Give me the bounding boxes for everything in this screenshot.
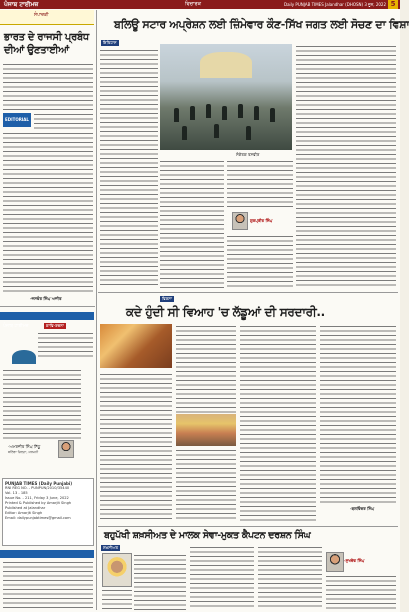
editorial-section-box (0, 10, 94, 25)
story1-col2 (160, 159, 224, 288)
imprint-line: Vol. 13 - 185 (5, 491, 28, 495)
header-dateline: Daily PUNJAB TIMES Jalandhar (DHOSN) 3 ਜੂਨ, 2022 (284, 2, 386, 7)
editorial-title-line2: ਦੀਆਂ ਉਣਤਾਈਆਂ (4, 45, 69, 56)
poem-logo (12, 350, 36, 364)
imprint-line: Printed & Published by Amarjit Singh (5, 501, 72, 505)
poem-author-photo (58, 440, 74, 458)
story2-divider (98, 526, 398, 527)
page-number: 5 (388, 0, 398, 9)
editorial-author: -ਜਸਵੰਤ ਸਿੰਘ ਅਜੀਤ (30, 296, 62, 301)
story3-photo (102, 553, 132, 587)
imprint-masthead: PUNJAB TIMES (Daily Punjabi) (5, 481, 73, 486)
story2-col2-top (176, 324, 236, 414)
story2-photo (100, 324, 172, 368)
story1-photo (160, 44, 292, 150)
story1-col3-top (227, 159, 293, 209)
poem-section-tag: ਕਾਵਿ-ਰਚਨਾ (46, 323, 64, 328)
story3-tag: ਸ਼ਖ਼ਸੀਅਤ (103, 545, 119, 550)
desk-header (0, 550, 94, 558)
story3-author: -ਸੁਖਦੇਵ ਸਿੰਘ (344, 558, 365, 563)
poem-lines-a (38, 331, 93, 357)
editorial-title-line1: ਭਾਰਤ ਦੇ ਰਾਜਸੀ ਪ੍ਰਬੰਧ (4, 32, 89, 43)
editorial-body-main (3, 131, 93, 293)
story3-col2 (190, 545, 254, 610)
header-section: ਵਿਚਾਰਕ (185, 1, 202, 7)
story3-author-photo (326, 552, 344, 572)
editorial-section-label: ਸੰਪਾਦਕੀ (34, 13, 49, 18)
header-masthead: ਪੰਜਾਬ ਟਾਈਮਜ਼ (4, 1, 39, 8)
editorial-divider (0, 306, 95, 307)
imprint-line: Issue No. - 211, Friday 3 June, 2022 (5, 496, 69, 500)
imprint-line: Email: dailypunjabtimes@gmail.com (5, 516, 71, 520)
story2-col2-bottom (176, 448, 236, 522)
imprint-box (2, 478, 94, 546)
story2-col3 (240, 324, 316, 522)
story1-author: ਗੁਰਪ੍ਰੀਤ ਸਿੰਘ (250, 218, 273, 223)
story1-col4 (296, 44, 396, 288)
desk-body (3, 560, 93, 610)
editorial-badge: EDITORIAL (3, 113, 31, 127)
editorial-body-top (3, 62, 93, 112)
story1-caption: ਸੰਕੇਤਕ ਤਸਵੀਰ (236, 152, 260, 157)
story2-author: -ਬਲਵਿੰਦਰ ਸਿੰਘ (350, 506, 375, 511)
story3-headline: ਬਹੁਪੱਖੀ ਸ਼ਖ਼ਸੀਅਤ ਦੇ ਮਾਲਕ ਸੇਵਾ-ਮੁਕਤ ਕੈਪਟਨ ਦਰਸ਼ਨ ਸਿੰਘ (104, 530, 311, 541)
story2-tag: ਵਿਰਸਾ (162, 296, 173, 301)
story1-divider (98, 292, 398, 293)
poem-lines-b (3, 368, 81, 440)
poem-author-note: ਬਠਿੰਡਾ ਜ਼ਿਲ੍ਹਾ, ਜਰਮਨੀ (8, 450, 39, 454)
story3-col1 (134, 553, 186, 610)
imprint-line: Editor: Amarjit Singh (5, 511, 43, 515)
story1-col3-bottom (227, 234, 293, 288)
poem-header-label: ਪੰਜਾਬ ਟਾਈਮਜ਼ (3, 324, 29, 329)
imprint-line: Published at Jalandhar (5, 506, 46, 510)
story2-col1 (100, 372, 172, 522)
editorial-body-wrap (34, 112, 93, 130)
story1-headline: ਬਲਿਊ ਸਟਾਰ ਅਪ੍ਰੇਸ਼ਨ ਲਈ ਜ਼ਿੰਮੇਵਾਰ ਕੌਣ-ਸਿੱਖ ਜਗਤ ਲਈ ਸੋਚਣ ਦਾ ਵਿਸ਼ਾ (114, 18, 409, 31)
story3-col4 (326, 574, 396, 610)
story1-tag: ਇਤਿਹਾਸ (103, 40, 117, 45)
story2-col4 (320, 324, 396, 504)
story3-col3 (258, 545, 322, 610)
poem-author: -ਅਮਰਜੀਤ ਸਿੰਘ ਸਿੱਧੂ (8, 444, 41, 449)
story2-headline: ਕਦੇ ਹੁੰਦੀ ਸੀ ਵਿਆਹ 'ਚ ਲੱਡੂਆਂ ਦੀ ਸਰਦਾਰੀ.. (126, 305, 325, 319)
story2-photo2 (176, 414, 236, 446)
story1-col1 (100, 48, 158, 288)
story3-col1b (102, 588, 132, 610)
imprint-line: RNI REG NO. - PUNPUN/2010/35440 (5, 486, 70, 490)
column-divider (96, 10, 97, 610)
story1-author-photo (232, 212, 248, 230)
